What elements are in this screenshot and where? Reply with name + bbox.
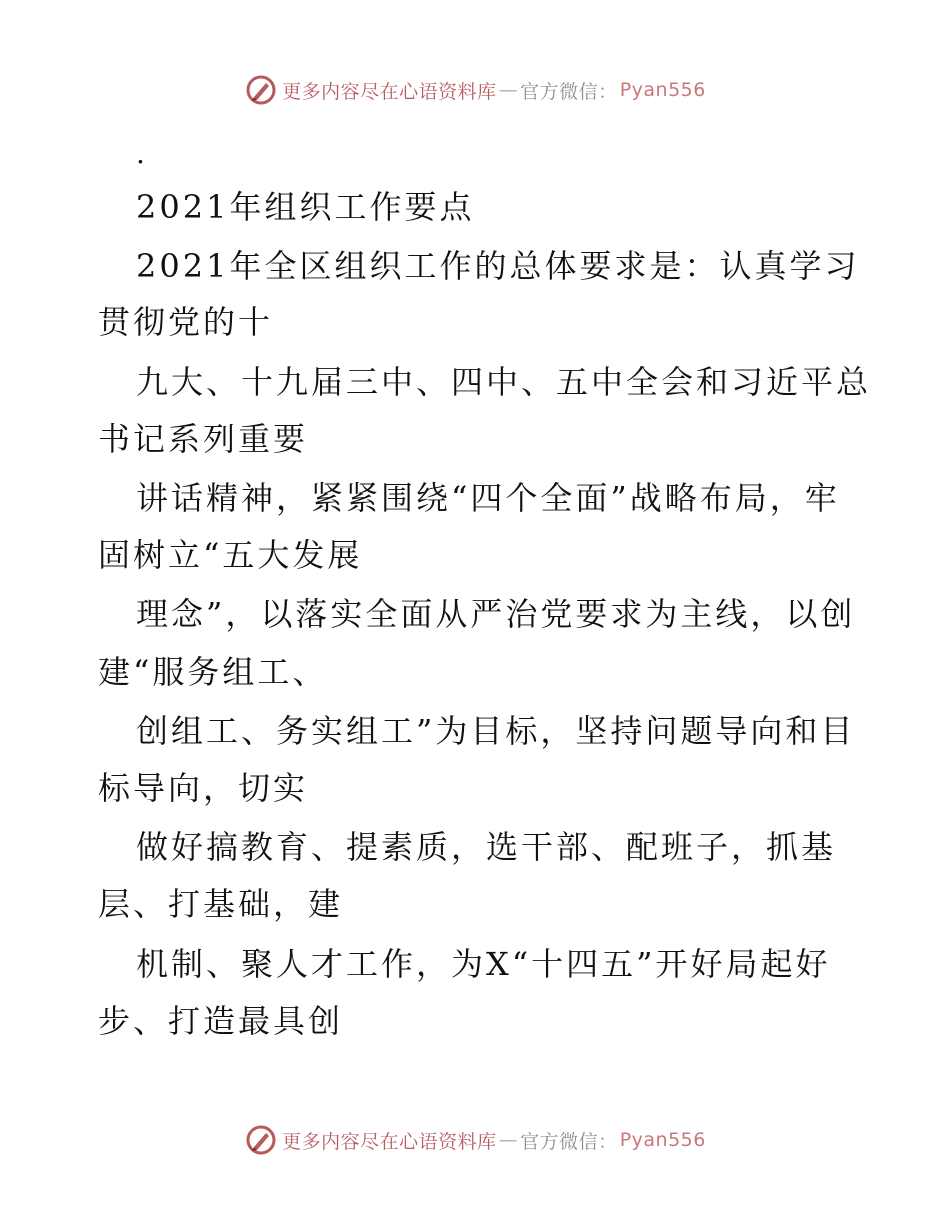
paragraph-line: 固树立“五大发展 — [98, 536, 363, 574]
document-title: 2021年组织工作要点 — [136, 188, 475, 226]
paragraph-line: 九大、十九届三中、四中、五中全会和习近平总 — [136, 363, 872, 401]
watermark-brand: 更多内容尽在心语资料库 — [282, 80, 497, 103]
paragraph-line: 标导向，切实 — [98, 769, 309, 807]
watermark-separator: — — [498, 79, 519, 101]
paragraph-line: 步、打造最具创 — [98, 1002, 344, 1040]
watermark-wechat-id: Pyan556 — [619, 79, 706, 101]
pen-nib-logo-icon — [244, 73, 278, 107]
paragraph-line: 创组工、务实组工”为目标，坚持问题导向和目 — [136, 712, 856, 750]
paragraph-line: 建“服务组工、 — [98, 653, 328, 691]
paragraph-line: 讲话精神，紧紧围绕“四个全面”战略布局，牢 — [136, 479, 840, 517]
footer-watermark — [0, 1120, 950, 1160]
paragraph-line: 理念”，以落实全面从严治党要求为主线，以创 — [136, 595, 856, 633]
paragraph-line: 贯彻党的十 — [98, 303, 274, 341]
watermark-separator: — — [498, 1129, 519, 1151]
watermark-wechat-id: Pyan556 — [619, 1129, 706, 1151]
paragraph-line: 做好搞教育、提素质，选干部、配班子，抓基 — [136, 828, 837, 866]
watermark-brand: 更多内容尽在心语资料库 — [282, 1130, 497, 1153]
paragraph-line: 2021年全区组织工作的总体要求是：认真学习 — [136, 247, 860, 285]
watermark-official-label: 官方微信： — [520, 80, 618, 103]
leading-dot: . — [136, 137, 148, 170]
paragraph-line: 层、打基础，建 — [98, 885, 344, 923]
pen-nib-logo-icon — [244, 1123, 278, 1157]
header-watermark — [0, 70, 950, 110]
paragraph-line: 书记系列重要 — [98, 420, 309, 458]
paragraph-line: 机制、聚人才工作，为X“十四五”开好局起好 — [136, 945, 831, 983]
watermark-official-label: 官方微信： — [520, 1130, 618, 1153]
